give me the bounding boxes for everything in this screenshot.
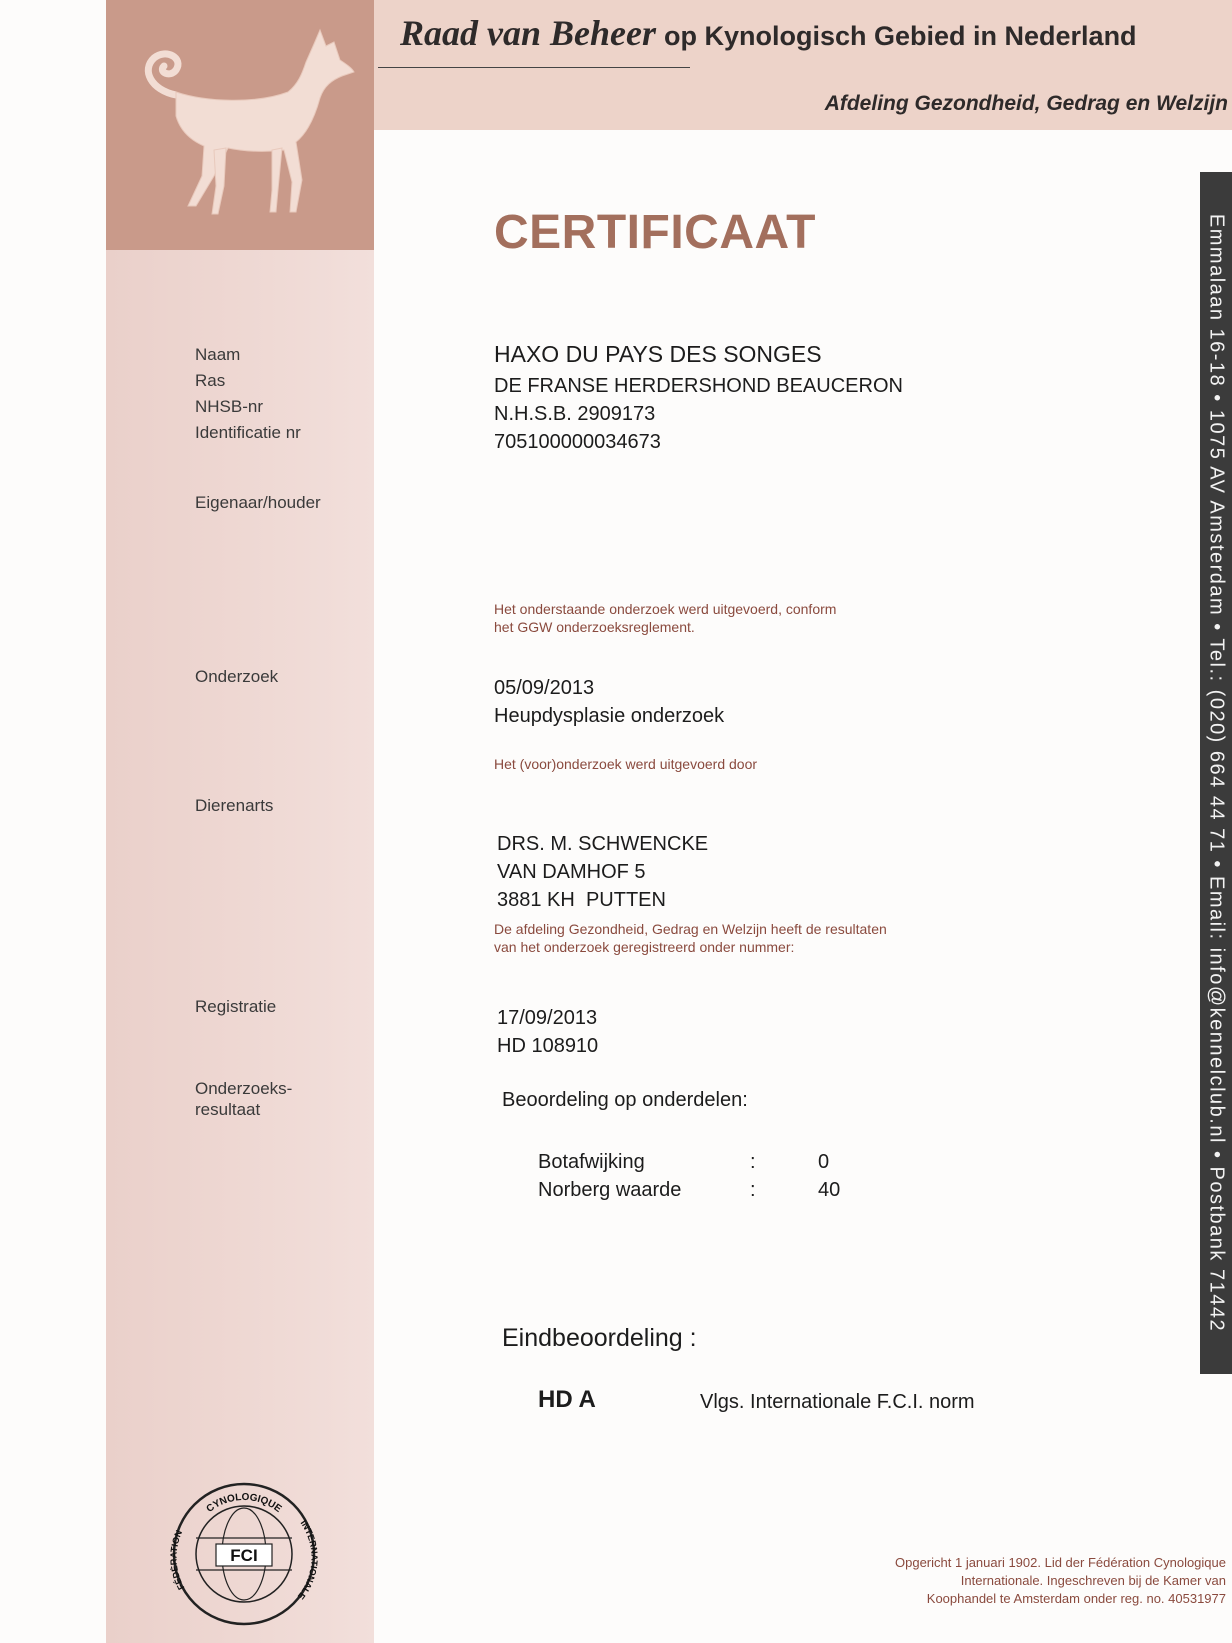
org-title-italic: Raad van Beheer [400, 13, 656, 53]
assessment-heading: Beoordeling op onderdelen: [502, 1089, 748, 1111]
certificate-title: CERTIFICAAT [494, 206, 816, 259]
fci-seal-top: CYNOLOGIQUE [204, 1491, 284, 1515]
assessment-sep: : [750, 1151, 756, 1173]
logo-box [106, 0, 374, 250]
vet-name: DRS. M. SCHWENCKE [497, 833, 709, 855]
svg-text:CYNOLOGIQUE [205, 1492, 284, 1515]
header-rule [378, 67, 690, 68]
registration-number: HD 108910 [497, 1035, 599, 1057]
svg-text:FÉDÉRATION [170, 1529, 186, 1592]
label-identificatie: Identificatie nr [195, 423, 301, 442]
note-exam-2: het GGW onderzoeksreglement. [494, 619, 695, 635]
assessment-value: 40 [818, 1179, 841, 1201]
registration-date: 17/09/2013 [497, 1007, 598, 1029]
final-grade: HD A [538, 1386, 596, 1413]
final-norm: Vlgs. Internationale F.C.I. norm [700, 1391, 975, 1413]
dog-breed: DE FRANSE HERDERSHOND BEAUCERON [494, 375, 903, 397]
label-registratie: Registratie [195, 997, 277, 1016]
sidebar-band [106, 250, 374, 1643]
note-exam-1: Het onderstaande onderzoek werd uitgevoerd, conform [494, 601, 837, 617]
assessment-row [538, 1148, 938, 1176]
footer-line-3: Koophandel te Amsterdam onder reg. no. 40531977 [926, 1591, 1226, 1606]
footer-line-1: Opgericht 1 januari 1902. Lid der Fédération Cynologique [895, 1555, 1226, 1570]
label-dierenarts: Dierenarts [195, 796, 274, 815]
vet-street: VAN DAMHOF 5 [497, 861, 646, 883]
fci-seal-center: FCI [230, 1546, 258, 1565]
fci-seal-left: FÉDÉ ION [170, 1528, 187, 1592]
exam-date: 05/09/2013 [494, 677, 595, 699]
fci-seal-right: INTER IONALE [295, 1518, 318, 1602]
label-resultaat-2: resultaat [195, 1100, 261, 1119]
label-naam: Naam [195, 345, 241, 364]
department-title: Afdeling Gezondheid, Gedrag en Welzijn [824, 92, 1228, 115]
footer-line-2: Internationale. Ingeschreven bij de Kamer van [960, 1573, 1226, 1588]
dog-logo-icon [106, 0, 374, 250]
footer-note [895, 1554, 1226, 1608]
note-reg-2: van het onderzoek geregistreerd onder nummer: [494, 939, 795, 955]
dog-id: 705100000034673 [494, 431, 661, 453]
org-title [400, 12, 1137, 54]
final-heading: Eindbeoordeling : [502, 1324, 697, 1352]
note-vet: Het (voor)onderzoek werd uitgevoerd door [494, 756, 758, 772]
fci-seal-icon [170, 1480, 318, 1628]
dog-name: HAXO DU PAYS DES SONGES [494, 341, 822, 367]
note-reg-1: De afdeling Gezondheid, Gedrag en Welzijn heeft de resultaten [494, 921, 887, 937]
contact-info: Emmalaan 16-18 • 1075 AV Amsterdam • Tel.: (020) 664 44 71 • Email: info@kennelclub.nl • Postbank 71442 [1205, 213, 1228, 1333]
assessment-sep: : [750, 1179, 756, 1201]
fci-seal [170, 1480, 318, 1628]
org-title-rest: op Kynologisch Gebied in Nederland [664, 21, 1137, 51]
assessment-row [538, 1176, 938, 1204]
svg-text:INTERNATIONALE [296, 1518, 318, 1601]
exam-type: Heupdysplasie onderzoek [494, 705, 725, 727]
label-onderzoek: Onderzoek [195, 667, 279, 686]
label-nhsb: NHSB-nr [195, 397, 264, 416]
assessment-value: 0 [818, 1151, 830, 1173]
label-resultaat-1: Onderzoeks- [195, 1079, 293, 1098]
label-eigenaar: Eigenaar/houder [195, 493, 321, 512]
assessment-label: Norberg waarde [538, 1179, 682, 1201]
label-ras: Ras [195, 371, 226, 390]
vet-city: 3881 KH PUTTEN [497, 889, 666, 911]
assessment-label: Botafwijking [538, 1151, 645, 1173]
dog-nhsb: N.H.S.B. 2909173 [494, 403, 656, 425]
